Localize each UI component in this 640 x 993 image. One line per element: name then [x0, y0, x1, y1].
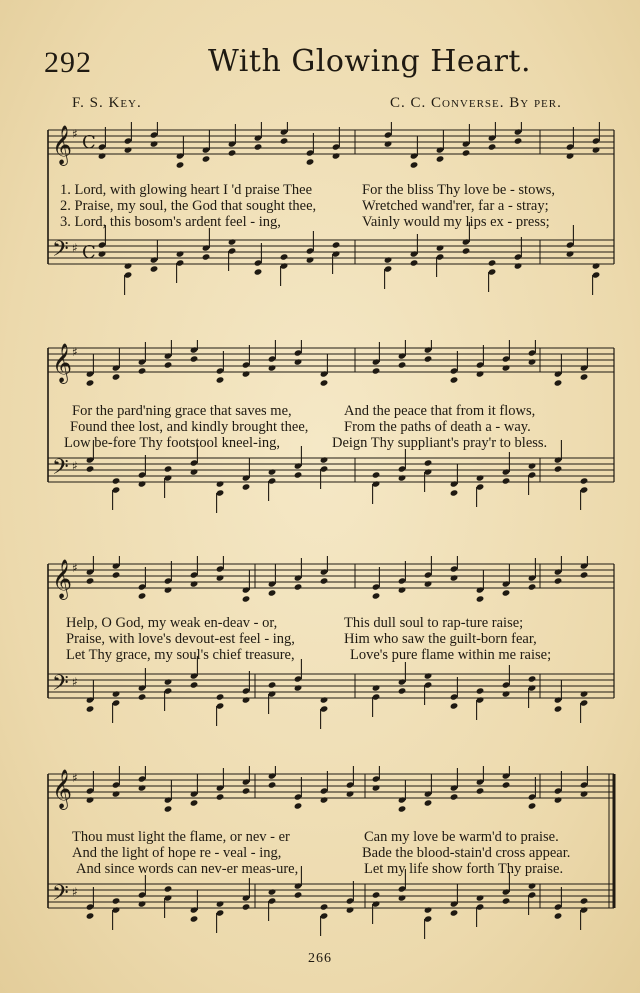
lyric-line: 3. Lord, this bosom's ardent feel - ing,: [60, 214, 281, 230]
lyric-line: Deign Thy suppliant's pray'r to bless.: [332, 435, 548, 451]
svg-text:𝄞: 𝄞: [52, 125, 73, 165]
lyric-line: Can my love be warm'd to praise.: [364, 829, 559, 845]
lyric-line: 1. Lord, with glowing heart I 'd praise Thee: [60, 182, 313, 198]
lyric-line: 2. Praise, my soul, the God that sought thee,: [60, 198, 317, 214]
svg-text:♯: ♯: [72, 771, 78, 785]
svg-text:𝄢: 𝄢: [52, 671, 69, 701]
hymn-title: With Glowing Heart.: [208, 44, 532, 79]
svg-text:♯: ♯: [72, 561, 78, 575]
svg-text:♯: ♯: [72, 885, 78, 899]
lyric-line: This dull soul to rap-ture raise;: [344, 615, 524, 631]
music-system-1: [0, 122, 640, 297]
lyric-line: And the light of hope re - veal - ing,: [72, 845, 282, 861]
lyric-line: And the peace that from it flows,: [344, 403, 536, 419]
lyric-line: Vainly would my lips ex - press;: [362, 214, 550, 230]
page-number: 266: [308, 951, 332, 966]
hymn-number: 292: [44, 46, 92, 79]
lyric-line: Bade the blood-stain'd cross appear.: [362, 845, 571, 861]
lyric-line: Found thee lost, and kindly brought thee,: [70, 419, 309, 435]
svg-text:♯: ♯: [72, 675, 78, 689]
lyric-line: For the pard'ning grace that saves me,: [72, 403, 292, 419]
svg-text:𝄢: 𝄢: [52, 881, 69, 911]
lyric-line: Help, O God, my weak en-deav - or,: [66, 615, 278, 631]
svg-text:C: C: [82, 132, 96, 153]
lyric-line: Low be-fore Thy footstool kneel-ing,: [64, 435, 280, 451]
lyric-line: Let my life show forth Thy praise.: [364, 861, 564, 877]
svg-text:C: C: [82, 242, 96, 263]
svg-text:♯: ♯: [72, 241, 78, 255]
hymn-author: F. S. Key.: [72, 95, 142, 111]
lyric-line: Thou must light the flame, or nev - er: [72, 829, 290, 845]
lyric-line: Love's pure flame within me raise;: [350, 647, 552, 663]
lyric-line: Praise, with love's devout-est feel - ing,: [66, 631, 295, 647]
svg-text:𝄢: 𝄢: [52, 237, 69, 267]
svg-text:♯: ♯: [72, 127, 78, 141]
music-system-3: [0, 556, 640, 731]
svg-text:𝄞: 𝄞: [52, 769, 73, 809]
svg-text:𝄢: 𝄢: [52, 455, 69, 485]
svg-text:♯: ♯: [72, 345, 78, 359]
music-system-4: [0, 766, 640, 941]
lyric-line: From the paths of death a - way.: [344, 419, 531, 435]
lyric-line: For the bliss Thy love be - stows,: [362, 182, 556, 198]
lyric-line: Him who saw the guilt-born fear,: [344, 631, 537, 647]
svg-text:𝄞: 𝄞: [52, 559, 73, 599]
music-system-2: [0, 340, 640, 515]
lyric-line: Let Thy grace, my soul's chief treasure,: [66, 647, 295, 663]
svg-text:♯: ♯: [72, 459, 78, 473]
svg-text:𝄞: 𝄞: [52, 343, 73, 383]
lyric-line: Wretched wand'rer, far a - stray;: [362, 198, 549, 214]
lyric-line: And since words can nev-er meas-ure,: [76, 861, 299, 877]
hymn-composer: C. C. Converse. By per.: [390, 95, 562, 111]
